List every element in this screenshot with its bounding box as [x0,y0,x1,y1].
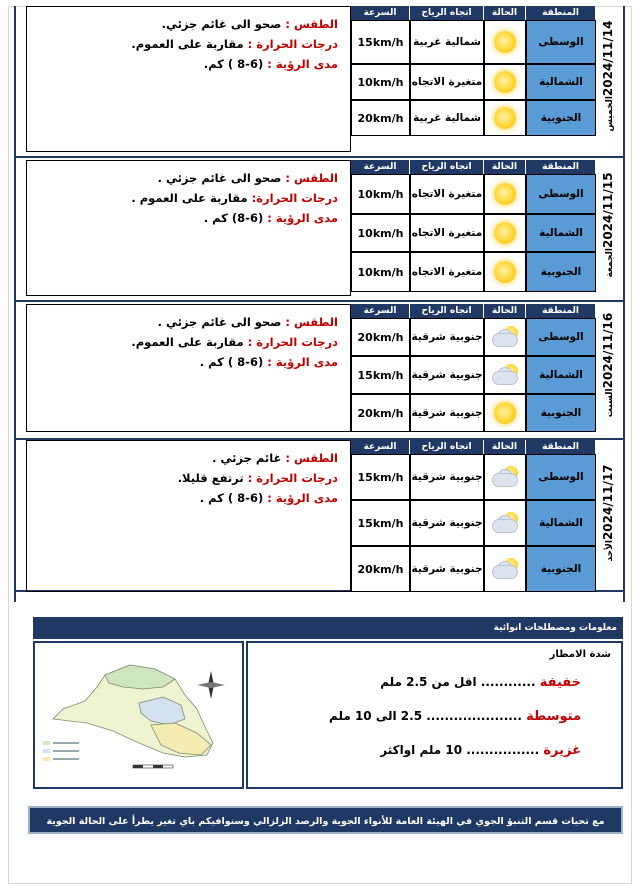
day-name: السبت [605,388,615,418]
header-condition: الحالة [484,6,526,20]
region-cell: الوسطى [526,454,596,500]
temperature-line [131,191,338,205]
rain-light-label: خفيفة [539,675,581,690]
region-cell: الشمالية [526,214,596,252]
rain-moderate [329,709,581,724]
region-cell: الجنوبية [526,546,596,592]
date-box [596,440,620,592]
wind-speed-cell: 15km/h [351,454,410,500]
weather-line-value: صحو الى غائم جزئي . [157,171,282,185]
sun-icon [494,107,516,129]
temperature-line-value: ترتفع قليلا. [177,471,244,485]
header-condition: الحالة [484,304,526,318]
region-cell: الوسطى [526,318,596,356]
sun-icon [494,261,516,283]
wind-speed-cell: 15km/h [351,356,410,394]
visibility-line-label: مدى الرؤية : [267,211,338,225]
weather-line [158,171,338,185]
wind-direction-cell: متغيرة الاتجاه [410,174,484,214]
condition-cell [484,174,526,214]
region-cell: الشمالية [526,356,596,394]
weather-line-label: الطقس : [285,451,338,465]
cloud-part [492,473,518,487]
date-label [601,172,615,283]
weather-line [162,17,338,31]
wind-direction-cell: جنوبية شرقية [410,318,484,356]
map-scale-bar [133,765,173,768]
date-box [596,6,620,152]
weather-line-value: صحو الى غائم جزئي. [161,17,282,31]
rain-light [380,675,581,690]
header-region: المنطقة [526,440,596,454]
temperature-line-label: درجات الحرارة : [247,471,338,485]
date-value: 2024/11/17 [601,464,615,541]
date-value: 2024/11/14 [601,20,615,97]
date-value: 2024/11/15 [601,172,615,249]
day-block [26,304,594,432]
partly-cloudy-icon [490,511,520,535]
date-column [596,6,620,152]
frame-right-border [623,6,625,602]
cloud-part [492,519,518,533]
wind-direction-cell: جنوبية شرقية [410,394,484,432]
visibility-line [200,355,338,369]
weather-line-value: صحو الى غائم جزئي . [157,315,282,329]
day-block [26,6,594,152]
region-cell: الشمالية [526,500,596,546]
condition-cell [484,356,526,394]
day-name: الخميس [605,96,615,132]
header-speed: السرعة [351,440,410,454]
wind-speed-cell: 10km/h [351,174,410,214]
condition-cell [484,546,526,592]
date-label [601,464,615,567]
wind-speed-cell: 10km/h [351,64,410,100]
wind-direction-cell: جنوبية شرقية [410,500,484,546]
condition-cell [484,394,526,432]
condition-cell [484,252,526,292]
frame-left-border [14,6,16,602]
wind-direction-cell: جنوبية شرقية [410,546,484,592]
weather-summary [26,6,351,152]
compass-rose-icon [197,671,225,699]
weather-line [212,451,338,465]
visibility-line [204,57,338,71]
region-cell: الجنوبية [526,394,596,432]
visibility-line-label: مدى الرؤية : [267,491,338,505]
rain-title: شدة الامطار [549,649,611,660]
region-cell: الجنوبية [526,100,596,136]
date-column [596,304,620,432]
visibility-line-value: (6-8 ) كم . [199,491,264,505]
wind-speed-cell: 15km/h [351,20,410,64]
day-block [26,160,594,296]
cloud-part [492,565,518,579]
header-wind-dir: اتجاه الرياح [410,6,484,20]
condition-cell [484,500,526,546]
header-wind-dir: اتجاه الرياح [410,440,484,454]
header-wind-dir: اتجاه الرياح [410,304,484,318]
header-condition: الحالة [484,160,526,174]
weather-summary [26,160,351,296]
header-speed: السرعة [351,304,410,318]
condition-cell [484,454,526,500]
rain-intensity-box [246,641,623,789]
condition-cell [484,100,526,136]
weather-line-label: الطقس : [285,171,338,185]
rain-moderate-label: متوسطة [526,709,581,724]
weather-line-label: الطقس : [285,315,338,329]
weather-summary [26,440,351,592]
temperature-line-label: درجات الحرارة: [251,191,338,205]
header-condition: الحالة [484,440,526,454]
cloud-part [492,333,518,347]
temperature-line [131,335,338,349]
partly-cloudy-icon [490,557,520,581]
condition-cell [484,64,526,100]
condition-cell [484,20,526,64]
partly-cloudy-icon [490,325,520,349]
wind-speed-cell: 15km/h [351,500,410,546]
cloud-part [492,371,518,385]
map-svg [35,643,242,787]
weather-line [158,315,338,329]
header-region: المنطقة [526,6,596,20]
visibility-line [200,491,338,505]
wind-speed-cell: 20km/h [351,546,410,592]
visibility-line-value: (6-8) كم . [203,211,264,225]
sun-icon [494,31,516,53]
region-cell: الوسطى [526,20,596,64]
temperature-line-value: مقاربة على العموم. [131,335,244,349]
wind-speed-cell: 20km/h [351,318,410,356]
day-name: الأحد [605,540,615,562]
visibility-line-label: مدى الرؤية : [267,57,338,71]
wind-direction-cell: شمالية غربية [410,20,484,64]
rain-heavy-label: غزيرة [543,743,581,758]
footer-bar: مع تحيات قسم التنبؤ الجوي في الهيئة العامة للأنواء الجوية والرصد الزلزالي وسنوافيكم باي تغير يطرأ على الحالة الجوية [28,806,623,834]
header-speed: السرعة [351,160,410,174]
temperature-line-value: مقاربة على العموم . [131,191,248,205]
date-box [596,304,620,432]
temperature-line [178,471,338,485]
temperature-line-value: مقاربة على العموم. [131,37,244,51]
rain-light-value: ............ اقل من 2.5 ملم [380,675,536,689]
info-title-bar: معلومات ومصطلحات انوائية [33,617,623,639]
wind-direction-cell: جنوبية شرقية [410,356,484,394]
condition-cell [484,214,526,252]
weather-summary [26,304,351,432]
wind-speed-cell: 10km/h [351,252,410,292]
wind-direction-cell: شمالية غربية [410,100,484,136]
header-speed: السرعة [351,6,410,20]
sun-icon [494,183,516,205]
partly-cloudy-icon [490,465,520,489]
wind-direction-cell: متغيرة الاتجاه [410,214,484,252]
day-separator-line [14,300,625,302]
region-cell: الوسطى [526,174,596,214]
visibility-line [204,211,338,225]
date-box [596,160,620,296]
date-label [601,21,615,138]
temperature-line-label: درجات الحرارة : [247,37,338,51]
day-block [26,440,594,592]
header-wind-dir: اتجاه الرياح [410,160,484,174]
day-name: الجمعة [605,248,615,278]
temperature-line [131,37,338,51]
date-value: 2024/11/16 [601,312,615,389]
visibility-line-label: مدى الرؤية : [267,355,338,369]
sun-icon [494,222,516,244]
rain-heavy-value: ................ 10 ملم اواكثر [380,743,540,757]
weather-line-value: غائم جزئي . [212,451,282,465]
rain-moderate-value: ..................... 2.5 الى 10 ملم [329,709,522,723]
region-cell: الجنوبية [526,252,596,292]
sun-icon [494,402,516,424]
temperature-line-label: درجات الحرارة : [247,335,338,349]
weather-line-label: الطقس : [285,17,338,31]
map-legend [43,741,79,761]
day-separator-line [14,156,625,158]
region-cell: الشمالية [526,64,596,100]
partly-cloudy-icon [490,363,520,387]
visibility-line-value: (6-8 ) كم . [199,355,264,369]
date-column [596,440,620,592]
wind-direction-cell: جنوبية شرقية [410,454,484,500]
wind-speed-cell: 20km/h [351,394,410,432]
header-region: المنطقة [526,304,596,318]
sun-icon [494,71,516,93]
visibility-line-value: (6-8 ) كم. [203,57,264,71]
wind-speed-cell: 20km/h [351,100,410,136]
wind-speed-cell: 10km/h [351,214,410,252]
wind-direction-cell: متغيرة الاتجاه [410,64,484,100]
condition-cell [484,318,526,356]
wind-direction-cell: متغيرة الاتجاه [410,252,484,292]
header-region: المنطقة [526,160,596,174]
date-column [596,160,620,296]
rain-heavy [380,743,581,758]
date-label [601,313,615,423]
iraq-map [33,641,244,789]
